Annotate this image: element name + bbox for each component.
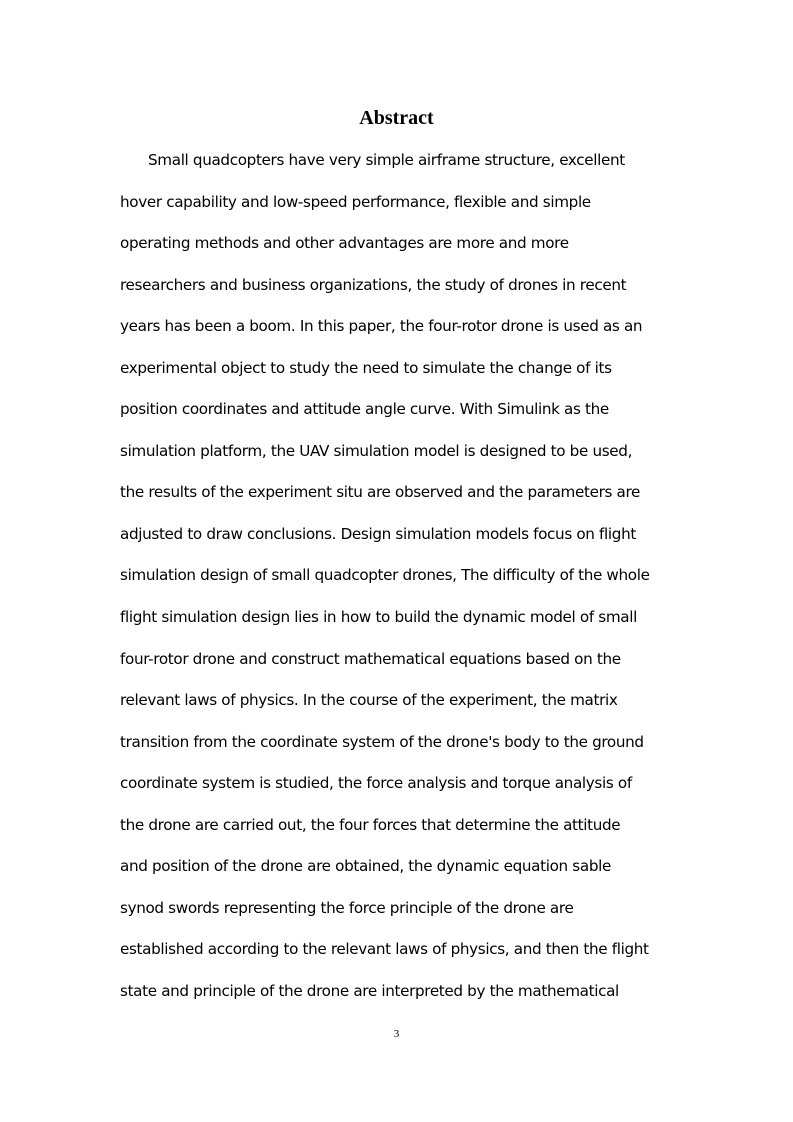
abstract-line: years has been a boom. In this paper, the four-rotor drone is used as an: [120, 317, 643, 336]
abstract-line: operating methods and other advantages are more and more: [120, 234, 569, 253]
abstract-line: and position of the drone are obtained, the dynamic equation sable: [120, 857, 611, 876]
page-number: 3: [393, 1028, 400, 1040]
abstract-line: experimental object to study the need to simulate the change of its: [120, 358, 612, 377]
abstract-line: the drone are carried out, the four forces that determine the attitude: [120, 815, 621, 834]
abstract-line: synod swords representing the force principle of the drone are: [120, 898, 574, 917]
abstract-line: the results of the experiment situ are observed and the parameters are: [120, 483, 641, 502]
abstract-line: position coordinates and attitude angle curve. With Simulink as the: [120, 400, 609, 419]
abstract-line: hover capability and low-speed performance, flexible and simple: [120, 192, 591, 211]
abstract-title: Abstract: [359, 107, 434, 129]
abstract-line: Small quadcopters have very simple airframe structure, excellent: [148, 151, 625, 169]
abstract-line: simulation platform, the UAV simulation model is designed to be used,: [120, 441, 633, 460]
abstract-line: four-rotor drone and construct mathematical equations based on the: [120, 649, 621, 668]
abstract-line: relevant laws of physics. In the course of the experiment, the matrix: [120, 691, 618, 710]
abstract-line: transition from the coordinate system of the drone's body to the ground: [120, 732, 644, 751]
abstract-line: adjusted to draw conclusions. Design simulation models focus on flight: [120, 524, 636, 543]
abstract-line: state and principle of the drone are interpreted by the mathematical: [120, 981, 619, 1000]
abstract-line: researchers and business organizations, the study of drones in recent: [120, 275, 627, 294]
abstract-line: flight simulation design lies in how to build the dynamic model of small: [120, 608, 637, 627]
abstract-body: [120, 144, 700, 1016]
abstract-line: simulation design of small quadcopter drones, The difficulty of the whole: [120, 566, 650, 585]
abstract-line: established according to the relevant laws of physics, and then the flight: [120, 940, 649, 959]
abstract-line: coordinate system is studied, the force analysis and torque analysis of: [120, 774, 632, 793]
